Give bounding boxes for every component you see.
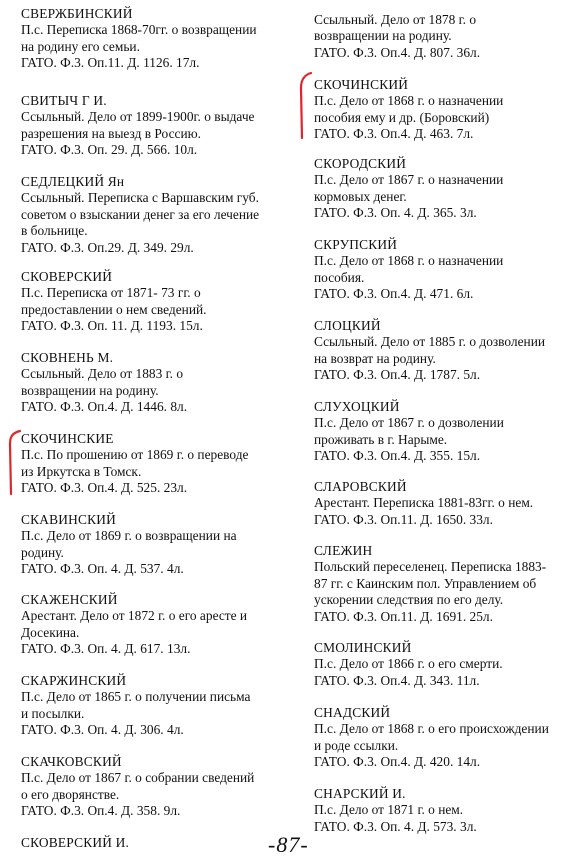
entry-line: ГАТО. Ф.3. Оп.4. Д. 358. 9л. [21,803,181,819]
entry-line: П.с. Дело от 1866 г. о его смерти. [314,656,503,672]
archive-entry [314,156,576,222]
entry-line: Ссыльный. Дело от 1899-1900г. о выдаче [21,109,255,125]
archive-entry [314,12,576,61]
archive-entry [314,640,576,689]
entry-line: проживать в г. Нарыме. [314,431,448,447]
archive-entry [314,786,576,835]
archive-entry [21,592,291,658]
entry-line: о его дворянстве. [21,786,120,802]
entry-surname: СНАДСКИЙ [314,705,391,720]
entry-line: ГАТО. Ф.3. Оп. 29. Д. 566. 10л. [21,142,198,158]
entry-line: П.с. Переписка 1868-70гг. о возвращении [21,22,257,38]
entry-line: Досекина. [21,624,80,640]
entry-line: ГАТО. Ф.3. Оп.4. Д. 343. 11л. [314,672,480,688]
entry-line: Ссыльный. Переписка с Варшавским губ. [21,190,259,206]
entry-line: П.с. Дело от 1868 г. о его происхождении [314,721,549,737]
archive-entry [21,431,291,497]
entry-line: пособия. [314,269,365,285]
entry-line: Ссыльный. Дело от 1883 г. о [21,366,184,382]
entry-line: ГАТО. Ф.3. Оп. 11. Д. 1193. 15л. [21,318,203,334]
entry-line: родину. [21,544,64,560]
archive-entry [21,350,291,416]
entry-surname: СКОВНЕНЬ М. [21,350,114,365]
entry-line: Ссыльный. Дело от 1878 г. о [314,12,477,27]
archive-entry [21,673,291,739]
entry-line: Ссыльный. Дело от 1885 г. о дозволении [314,334,546,350]
entry-line: ГАТО. Ф.3. Оп.4. Д. 525. 23л. [21,480,188,496]
entry-line: П.с. Дело от 1869 г. о возвращении на [21,528,237,544]
entry-line: из Иркутска в Томск. [21,463,142,479]
entry-line: Польский переселенец. Переписка 1883- [314,559,547,575]
entry-line: ускорении следствия по его делу. [314,592,504,608]
entry-line: на родину его семьи. [21,38,140,54]
entry-line: П.с. Дело от 1871 г. о нем. [314,802,464,818]
entry-line: П.с. Переписка от 1871- 73 гг. о [21,285,201,301]
entry-surname: СЕДЛЕЦКИЙ Ян [21,174,125,189]
entry-surname: СВИТЫЧ Г И. [21,93,107,108]
entry-line: П.с. По прошению от 1869 г. о переводе [21,447,249,463]
entry-line: ГАТО. Ф.3. Оп.4. Д. 463. 7л. [314,126,474,142]
entry-line: ГАТО. Ф.3. Оп.11. Д. 1650. 33л. [314,511,493,527]
entry-line: ГАТО. Ф.3. Оп. 4. Д. 617. 13л. [21,641,191,657]
archive-entry [21,174,291,256]
archive-entry [314,77,576,143]
entry-line: ГАТО. Ф.3. Оп.4. Д. 1446. 8л. [21,399,188,415]
entry-surname: СМОЛИНСКИЙ [314,640,412,655]
entry-line: ГАТО. Ф.3. Оп. 4. Д. 365. 3л. [314,205,477,221]
entry-surname: СКРУПСКИЙ [314,237,398,252]
entry-line: ГАТО. Ф.3. Оп. 4. Д. 537. 4л. [21,561,184,577]
entry-surname: СКАЧКОВСКИЙ [21,754,122,769]
archive-entry [21,754,291,820]
archive-entry [314,705,576,771]
entry-surname: СЛОЦКИЙ [314,318,381,333]
entry-surname: СКАВИНСКИЙ [21,512,117,527]
archive-entry [21,6,291,72]
entry-surname: СНАРСКИЙ И. [314,786,406,801]
entry-surname: СКАРЖИНСКИЙ [21,673,127,688]
entry-surname: СВЕРЖБИНСКИЙ [21,6,133,21]
entry-line: ГАТО. Ф.3. Оп.4. Д. 355. 15л. [314,448,481,464]
entry-surname: СКОВЕРСКИЙ [21,269,113,284]
entry-line: Арестант. Переписка 1881-83гг. о нем. [314,495,534,511]
entry-line: кормовых денег. [314,188,407,204]
entry-line: П.с. Дело от 1868 г. о назначении [314,93,504,109]
entry-line: ГАТО. Ф.3. Оп.4. Д. 1787. 5л. [314,367,481,383]
entry-line: ГАТО. Ф.3. Оп.4. Д. 471. 6л. [314,286,474,302]
entry-line: и роде ссылки. [314,737,399,753]
entry-line: 87 гг. с Каинским пол. Управлением об [314,575,537,591]
entry-line: советом о взыскании денег за его лечение [21,206,260,222]
entry-line: на возврат на родину. [314,350,436,366]
archive-entry [21,269,291,335]
entry-surname: СЛАРОВСКИЙ [314,479,407,494]
entry-surname: СКОЧИНСКИЕ [21,431,114,446]
entry-line: ГАТО. Ф.3. Оп.4. Д. 807. 36л. [314,44,481,60]
entry-surname: СКАЖЕНСКИЙ [21,592,118,607]
entry-surname: СКОРОДСКИЙ [314,156,407,171]
archive-entry [314,237,576,303]
entry-line: П.с. Дело от 1867 г. о собрании сведений [21,770,255,786]
entry-line: разрешения на выезд в Россию. [21,125,201,141]
entry-line: ГАТО. Ф.3. Оп.4. Д. 420. 14л. [314,754,481,770]
archive-entry [314,318,576,384]
archive-entry [314,479,576,528]
entry-line: П.с. Дело от 1865 г. о получении письма [21,689,251,705]
entry-line: ГАТО. Ф.3. Оп.11. Д. 1691. 25л. [314,608,493,624]
entry-line: ГАТО. Ф.3. Оп.11. Д. 1126. 17л. [21,55,200,71]
archive-entry [314,543,576,625]
entry-line: и посылки. [21,705,85,721]
entry-line: возвращении на родину. [314,28,452,44]
entry-line: ГАТО. Ф.3. Оп. 4. Д. 306. 4л. [21,722,184,738]
entry-line: в больнице. [21,223,88,239]
entry-line: предоставлении о нем сведений. [21,301,207,317]
entry-surname: СЛУХОЦКИЙ [314,399,400,414]
entry-line: П.с. Дело от 1868 г. о назначении [314,253,504,269]
entry-line: П.с. Дело от 1867 г. о назначении [314,172,504,188]
entry-line: пособия ему и др. (Боровский) [314,109,490,125]
archive-entry [21,512,291,578]
archive-entry [314,399,576,465]
page-number: -87- [268,832,309,857]
entry-line: возвращении на родину. [21,382,159,398]
entry-line: ГАТО. Ф.3. Оп.29. Д. 349. 29л. [21,239,194,255]
red-bracket-mark-right [292,70,314,142]
entry-line: Арестант. Дело от 1872 г. о его аресте и [21,608,248,624]
entry-line: ГАТО. Ф.3. Оп. 4. Д. 573. 3л. [314,818,477,834]
entry-surname: СЛЕЖИН [314,543,373,558]
archive-entry [21,835,291,851]
entry-line: П.с. Дело от 1867 г. о дозволении [314,415,504,431]
red-bracket-mark-left [2,428,24,498]
archive-entry [21,93,291,159]
entry-surname: СКОВЕРСКИЙ И. [21,835,130,850]
entry-surname: СКОЧИНСКИЙ [314,77,409,92]
